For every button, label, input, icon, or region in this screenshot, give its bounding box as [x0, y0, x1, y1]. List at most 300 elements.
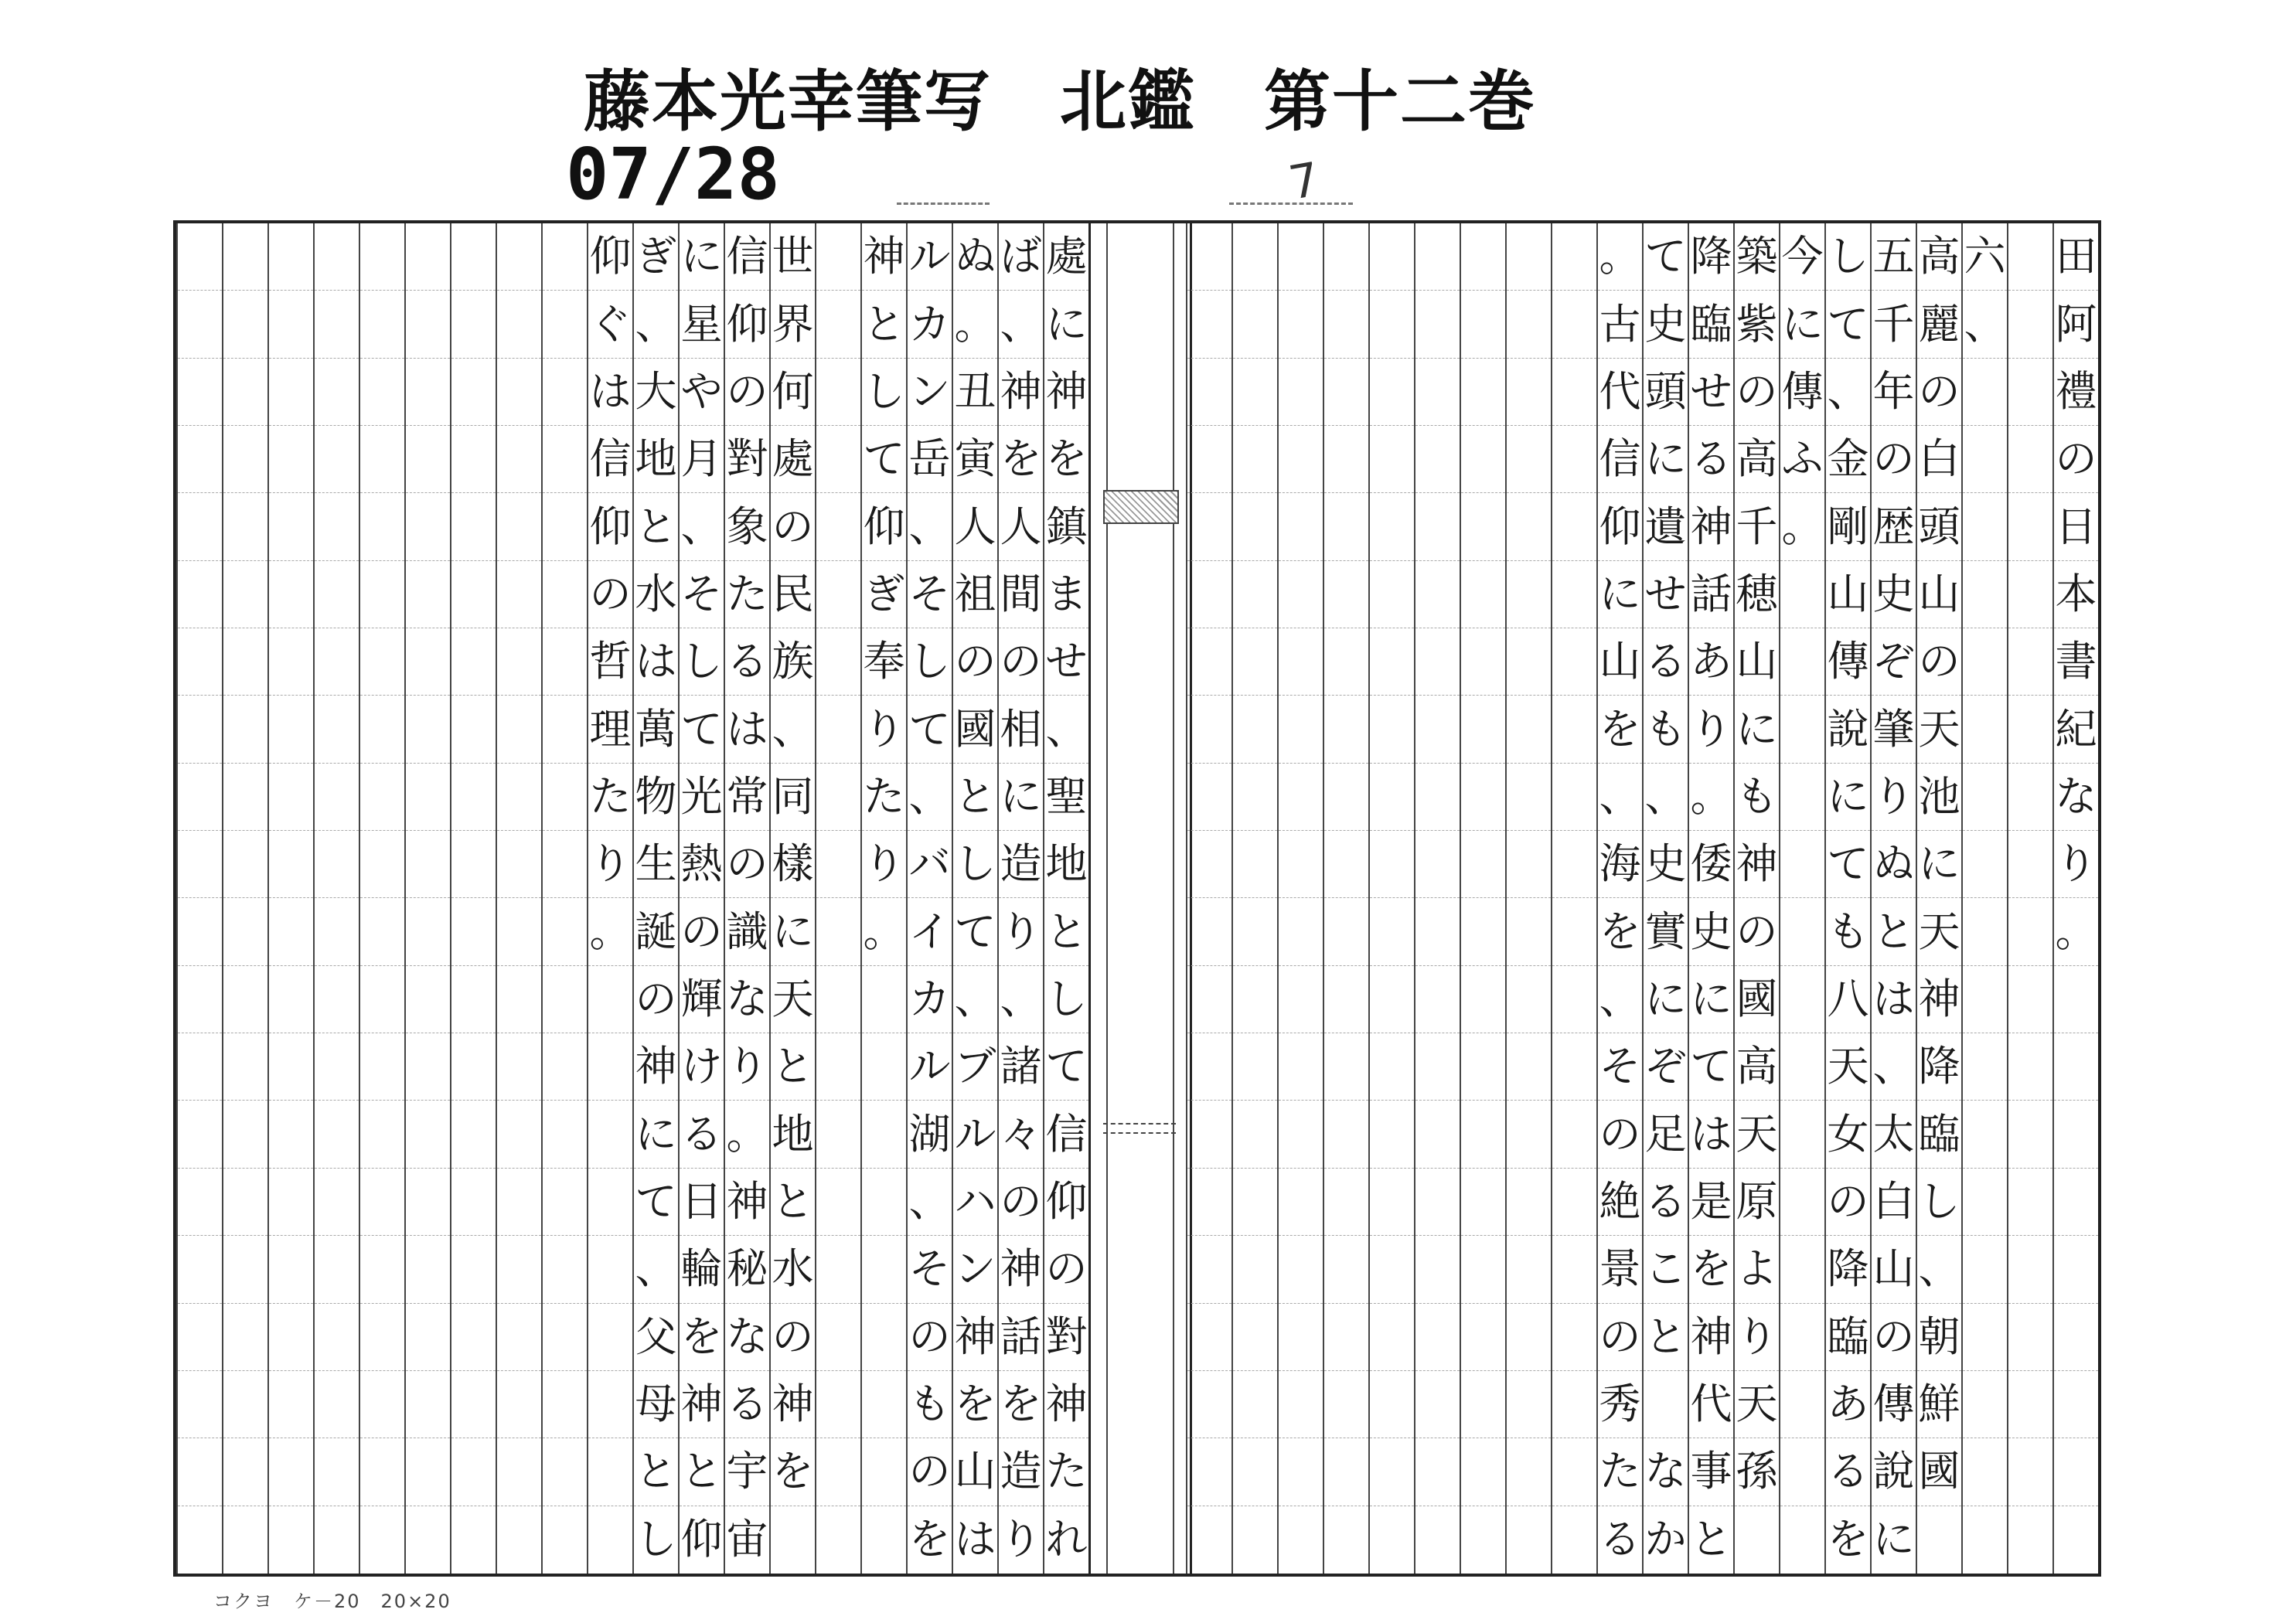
manuscript-cell: [451, 561, 496, 628]
manuscript-cell: て: [953, 898, 997, 965]
manuscript-cell: [269, 1506, 313, 1574]
manuscript-cell: ブ: [953, 1033, 997, 1101]
manuscript-cell: [816, 1304, 860, 1371]
manuscript-cell: [2054, 1101, 2098, 1168]
manuscript-cell: [1963, 493, 2007, 560]
manuscript-cell: [1279, 291, 1323, 358]
manuscript-cell: た: [1598, 1438, 1642, 1506]
manuscript-cell: せ: [1044, 628, 1088, 696]
manuscript-cell: [1324, 359, 1368, 426]
manuscript-cell: 聖: [1044, 764, 1088, 831]
right-page-column: [2007, 223, 2052, 1574]
manuscript-cell: と: [680, 1438, 724, 1506]
manuscript-cell: [1233, 1506, 1277, 1574]
manuscript-cell: な: [725, 1304, 769, 1371]
manuscript-cell: [1415, 223, 1460, 291]
manuscript-cell: [1780, 1304, 1824, 1371]
manuscript-cell: の: [771, 1304, 815, 1371]
manuscript-cell: [1370, 561, 1414, 628]
manuscript-cell: [543, 1101, 587, 1168]
manuscript-cell: [543, 764, 587, 831]
manuscript-cell: [543, 628, 587, 696]
manuscript-cell: [1780, 966, 1824, 1033]
manuscript-cell: [1461, 1169, 1505, 1236]
manuscript-cell: [315, 696, 359, 763]
manuscript-cell: [1507, 1371, 1551, 1438]
manuscript-cell: [1552, 696, 1596, 763]
manuscript-cell: [543, 426, 587, 493]
manuscript-cell: [1370, 426, 1414, 493]
manuscript-cell: 孫: [1735, 1438, 1779, 1506]
manuscript-cell: [451, 1438, 496, 1506]
manuscript-cell: [1963, 359, 2007, 426]
manuscript-cell: 天: [771, 966, 815, 1033]
manuscript-cell: 同: [771, 764, 815, 831]
left-page-column: [541, 223, 587, 1574]
manuscript-cell: [1187, 1101, 1231, 1168]
manuscript-cell: [1461, 359, 1505, 426]
manuscript-cell: [1917, 1506, 1961, 1574]
manuscript-cell: [1415, 1506, 1460, 1574]
manuscript-cell: [269, 426, 313, 493]
manuscript-cell: 、: [999, 291, 1043, 358]
manuscript-cell: [1370, 291, 1414, 358]
manuscript-cell: ぞ: [1872, 628, 1916, 696]
manuscript-cell: 千: [1735, 493, 1779, 560]
manuscript-cell: [315, 764, 359, 831]
manuscript-cell: 傳: [1826, 628, 1870, 696]
manuscript-cell: [223, 898, 267, 965]
manuscript-cell: の: [908, 1438, 952, 1506]
manuscript-cell: [1187, 1236, 1231, 1303]
manuscript-cell: [406, 1101, 450, 1168]
manuscript-cell: [1187, 359, 1231, 426]
manuscript-cell: 間: [999, 561, 1043, 628]
manuscript-cell: [1415, 1169, 1460, 1236]
left-page-column: [632, 223, 678, 1574]
manuscript-cell: [1507, 1236, 1551, 1303]
manuscript-cell: [497, 291, 541, 358]
manuscript-cell: [1187, 426, 1231, 493]
manuscript-cell: [406, 1506, 450, 1574]
manuscript-cell: [451, 966, 496, 1033]
manuscript-cell: [1461, 831, 1505, 898]
manuscript-cell: [1187, 764, 1231, 831]
manuscript-cell: [451, 1169, 496, 1236]
manuscript-cell: [1233, 223, 1277, 291]
manuscript-cell: 造: [999, 1438, 1043, 1506]
manuscript-cell: に: [771, 898, 815, 965]
manuscript-cell: [1963, 1101, 2007, 1168]
manuscript-cell: [816, 831, 860, 898]
manuscript-cell: て: [1644, 223, 1688, 291]
manuscript-cell: [451, 764, 496, 831]
manuscript-cell: [269, 223, 313, 291]
manuscript-cell: [1324, 223, 1368, 291]
manuscript-cell: [269, 1033, 313, 1101]
manuscript-cell: [1415, 1033, 1460, 1101]
manuscript-cell: 誕: [634, 898, 678, 965]
manuscript-cell: [1370, 966, 1414, 1033]
manuscript-cell: [178, 1304, 222, 1371]
manuscript-cell: [1461, 1304, 1505, 1371]
manuscript-cell: [816, 898, 860, 965]
manuscript-cell: に: [1644, 426, 1688, 493]
page-title: 藤本光幸筆写 北鑑 第十二巻: [584, 63, 1536, 141]
right-page-column: [1688, 223, 1733, 1574]
manuscript-cell: [1324, 764, 1368, 831]
manuscript-cell: は: [954, 1515, 996, 1564]
manuscript-cell: [1324, 1371, 1368, 1438]
manuscript-cell: [406, 1236, 450, 1303]
manuscript-cell: [1370, 493, 1414, 560]
manuscript-cell: [1963, 426, 2007, 493]
manuscript-cell: [1233, 359, 1277, 426]
manuscript-cell: 、: [1872, 1033, 1916, 1101]
manuscript-cell: ン: [908, 359, 952, 426]
manuscript-cell: の: [1917, 359, 1961, 426]
manuscript-cell: [1415, 628, 1460, 696]
manuscript-cell: [451, 696, 496, 763]
manuscript-cell: [1507, 493, 1551, 560]
manuscript-cell: 常: [725, 764, 769, 831]
manuscript-cell: [1187, 1506, 1231, 1574]
manuscript-cell: [816, 359, 860, 426]
manuscript-cell: る: [680, 1101, 724, 1168]
manuscript-cell: 奉: [862, 628, 906, 696]
manuscript-cell: [1324, 1101, 1368, 1168]
manuscript-cell: 頭: [1644, 359, 1688, 426]
manuscript-cell: 丑: [953, 359, 997, 426]
manuscript-cell: [1963, 1169, 2007, 1236]
manuscript-cell: [1415, 359, 1460, 426]
manuscript-cell: 白: [1872, 1169, 1916, 1236]
manuscript-cell: し: [680, 628, 724, 696]
manuscript-cell: [406, 1371, 450, 1438]
manuscript-cell: 金: [1826, 426, 1870, 493]
manuscript-cell: [360, 561, 404, 628]
manuscript-cell: [1963, 1438, 2007, 1506]
manuscript-cell: の: [1917, 628, 1961, 696]
manuscript-cell: 、: [1598, 966, 1642, 1033]
manuscript-cell: と: [862, 291, 906, 358]
manuscript-cell: 神: [1044, 1371, 1088, 1438]
manuscript-cell: も: [1644, 696, 1688, 763]
manuscript-cell: 象: [725, 493, 769, 560]
manuscript-cell: [1780, 561, 1824, 628]
manuscript-cell: の: [1826, 1169, 1870, 1236]
manuscript-cell: 仰: [588, 223, 632, 291]
manuscript-cell: 神: [771, 1371, 815, 1438]
manuscript-cell: り: [1000, 1515, 1042, 1564]
manuscript-cell: 、: [1044, 696, 1088, 763]
left-page-column: [997, 223, 1043, 1574]
manuscript-cell: 是: [1689, 1169, 1733, 1236]
manuscript-cell: [816, 1236, 860, 1303]
manuscript-cell: [543, 561, 587, 628]
manuscript-cell: 阿: [2054, 291, 2098, 358]
manuscript-cell: [269, 493, 313, 560]
manuscript-cell: [1552, 1169, 1596, 1236]
manuscript-cell: を: [1598, 898, 1642, 965]
manuscript-cell: [1461, 561, 1505, 628]
manuscript-cell: せ: [1689, 359, 1733, 426]
manuscript-cell: [1324, 1169, 1368, 1236]
manuscript-cell: 生: [634, 831, 678, 898]
manuscript-cell: [1415, 696, 1460, 763]
manuscript-cell: 樣: [771, 831, 815, 898]
manuscript-cell: 仰: [1044, 1169, 1088, 1236]
manuscript-cell: は: [1872, 966, 1916, 1033]
manuscript-cell: [2054, 966, 2098, 1033]
manuscript-cell: [451, 1236, 496, 1303]
manuscript-cell: バ: [908, 831, 952, 898]
manuscript-cell: [1415, 1371, 1460, 1438]
manuscript-cell: [223, 291, 267, 358]
manuscript-cell: [1507, 898, 1551, 965]
manuscript-cell: [1233, 1169, 1277, 1236]
manuscript-cell: 識: [725, 898, 769, 965]
manuscript-cell: [1415, 831, 1460, 898]
manuscript-cell: [315, 1438, 359, 1506]
manuscript-cell: 祖: [953, 561, 997, 628]
manuscript-cell: [816, 1371, 860, 1438]
manuscript-cell: [451, 359, 496, 426]
manuscript-cell: [360, 1304, 404, 1371]
right-page-column: [1277, 223, 1323, 1574]
manuscript-cell: [178, 1438, 222, 1506]
manuscript-cell: り: [1689, 696, 1733, 763]
manuscript-cell: [543, 696, 587, 763]
manuscript-cell: [1461, 1033, 1505, 1101]
manuscript-cell: [1233, 1101, 1277, 1168]
manuscript-cell: [1233, 426, 1277, 493]
manuscript-cell: 築: [1735, 223, 1779, 291]
manuscript-cell: を: [999, 1371, 1043, 1438]
manuscript-cell: 史: [1644, 291, 1688, 358]
manuscript-cell: [543, 1169, 587, 1236]
manuscript-cell: [588, 966, 632, 1033]
manuscript-cell: [269, 764, 313, 831]
manuscript-cell: [1370, 1506, 1414, 1574]
manuscript-cell: [1324, 426, 1368, 493]
manuscript-cell: [451, 628, 496, 696]
manuscript-cell: [223, 628, 267, 696]
manuscript-cell: [1279, 223, 1323, 291]
manuscript-cell: [588, 1101, 632, 1168]
manuscript-cell: [862, 1506, 906, 1574]
manuscript-cell: を: [1598, 696, 1642, 763]
manuscript-cell: の: [1598, 1101, 1642, 1168]
manuscript-cell: せ: [1644, 561, 1688, 628]
manuscript-cell: 景: [1598, 1236, 1642, 1303]
manuscript-cell: を: [1827, 1515, 1869, 1564]
manuscript-cell: [862, 1033, 906, 1101]
manuscript-cell: [1370, 1236, 1414, 1303]
manuscript-cell: 倭: [1689, 831, 1733, 898]
manuscript-cell: [406, 1169, 450, 1236]
manuscript-cell: [223, 696, 267, 763]
manuscript-cell: [360, 628, 404, 696]
manuscript-cell: [497, 1304, 541, 1371]
manuscript-cell: 湖: [908, 1101, 952, 1168]
manuscript-cell: あ: [1826, 1371, 1870, 1438]
right-page-column: [1824, 223, 1870, 1574]
manuscript-cell: [406, 561, 450, 628]
manuscript-cell: 神: [999, 1236, 1043, 1303]
manuscript-cell: て: [1044, 1033, 1088, 1101]
manuscript-cell: [1233, 291, 1277, 358]
manuscript-cell: を: [680, 1304, 724, 1371]
manuscript-cell: [1370, 223, 1414, 291]
manuscript-cell: [360, 1101, 404, 1168]
manuscript-cell: [1415, 561, 1460, 628]
manuscript-cell: [451, 291, 496, 358]
manuscript-cell: [223, 966, 267, 1033]
manuscript-cell: 、: [771, 696, 815, 763]
manuscript-cell: [360, 1438, 404, 1506]
manuscript-cell: ぬ: [953, 223, 997, 291]
manuscript-cell: [1415, 291, 1460, 358]
manuscript-cell: [178, 561, 222, 628]
manuscript-cell: 。: [2054, 898, 2098, 965]
manuscript-cell: る: [1644, 628, 1688, 696]
manuscript-cell: る: [1689, 426, 1733, 493]
manuscript-cell: [269, 291, 313, 358]
manuscript-cell: 。: [1598, 223, 1642, 291]
manuscript-cell: [1370, 1033, 1414, 1101]
manuscript-cell: 降: [1917, 1033, 1961, 1101]
manuscript-cell: 萬: [634, 696, 678, 763]
manuscript-cell: [269, 628, 313, 696]
manuscript-cell: [1507, 1304, 1551, 1371]
manuscript-cell: [178, 1506, 222, 1574]
manuscript-cell: [315, 1236, 359, 1303]
manuscript-cell: 物: [634, 764, 678, 831]
manuscript-cell: 、: [908, 493, 952, 560]
manuscript-cell: 史: [1689, 898, 1733, 965]
manuscript-cell: 神: [953, 1304, 997, 1371]
manuscript-cell: [1279, 696, 1323, 763]
manuscript-cell: [451, 831, 496, 898]
manuscript-cell: 理: [588, 696, 632, 763]
manuscript-cell: 仰: [588, 493, 632, 560]
manuscript-cell: [1780, 1506, 1824, 1574]
manuscript-cell: 臨: [1917, 1101, 1961, 1168]
manuscript-cell: 地: [771, 1101, 815, 1168]
manuscript-cell: 界: [771, 291, 815, 358]
manuscript-cell: [816, 223, 860, 291]
manuscript-cell: [1415, 1438, 1460, 1506]
manuscript-cell: [360, 426, 404, 493]
manuscript-cell: [497, 966, 541, 1033]
manuscript-cell: [2008, 291, 2052, 358]
right-page-column: [1323, 223, 1368, 1574]
manuscript-cell: か: [1644, 1515, 1687, 1564]
manuscript-cell: [451, 223, 496, 291]
manuscript-cell: 女: [1826, 1101, 1870, 1168]
manuscript-cell: 水: [771, 1236, 815, 1303]
manuscript-cell: 對: [1044, 1304, 1088, 1371]
manuscript-cell: [2008, 1169, 2052, 1236]
manuscript-cell: [1507, 561, 1551, 628]
manuscript-cell: 山: [953, 1438, 997, 1506]
manuscript-cell: 千: [1872, 291, 1916, 358]
manuscript-cell: [543, 1371, 587, 1438]
manuscript-cell: [1507, 966, 1551, 1033]
manuscript-cell: [269, 966, 313, 1033]
manuscript-cell: [1780, 1438, 1824, 1506]
manuscript-cell: [1552, 1236, 1596, 1303]
manuscript-cell: [816, 1506, 860, 1574]
manuscript-cell: [1461, 1438, 1505, 1506]
manuscript-cell: [1552, 426, 1596, 493]
manuscript-cell: [543, 223, 587, 291]
left-page-column: [860, 223, 906, 1574]
manuscript-cell: し: [635, 1515, 677, 1564]
manuscript-cell: [1233, 628, 1277, 696]
manuscript-cell: り: [1872, 764, 1916, 831]
manuscript-cell: [1187, 966, 1231, 1033]
manuscript-cell: と: [1872, 898, 1916, 965]
manuscript-cell: [178, 1236, 222, 1303]
manuscript-cell: と: [771, 1169, 815, 1236]
manuscript-cell: [269, 359, 313, 426]
manuscript-cell: [1507, 359, 1551, 426]
manuscript-cell: 臨: [1689, 291, 1733, 358]
manuscript-cell: [178, 426, 222, 493]
manuscript-cell: 哲: [588, 628, 632, 696]
manuscript-cell: [360, 696, 404, 763]
manuscript-cell: 山: [1917, 561, 1961, 628]
manuscript-cell: 日: [2054, 493, 2098, 560]
manuscript-cell: [451, 898, 496, 965]
manuscript-cell: [497, 831, 541, 898]
manuscript-cell: 諸: [999, 1033, 1043, 1101]
manuscript-cell: [1187, 1371, 1231, 1438]
right-page-column: [1505, 223, 1551, 1574]
manuscript-cell: [2008, 1438, 2052, 1506]
manuscript-cell: [315, 561, 359, 628]
manuscript-cell: の: [1735, 898, 1779, 965]
manuscript-cell: あ: [1689, 628, 1733, 696]
manuscript-cell: [2008, 1236, 2052, 1303]
manuscript-cell: [269, 1371, 313, 1438]
manuscript-cell: [1415, 1101, 1460, 1168]
manuscript-cell: 、: [1598, 764, 1642, 831]
manuscript-cell: [269, 898, 313, 965]
manuscript-sheet: [173, 220, 2101, 1577]
manuscript-cell: [1415, 898, 1460, 965]
manuscript-cell: [1279, 1371, 1323, 1438]
manuscript-cell: [406, 696, 450, 763]
manuscript-cell: 輝: [680, 966, 724, 1033]
manuscript-cell: そ: [908, 561, 952, 628]
manuscript-cell: そ: [680, 561, 724, 628]
manuscript-cell: 父: [634, 1304, 678, 1371]
manuscript-cell: [543, 966, 587, 1033]
manuscript-cell: た: [588, 764, 632, 831]
manuscript-cell: の: [725, 359, 769, 426]
right-page-column: [1596, 223, 1642, 1574]
manuscript-cell: 紫: [1735, 291, 1779, 358]
manuscript-cell: 朝: [1917, 1304, 1961, 1371]
manuscript-cell: [1370, 1438, 1414, 1506]
manuscript-cell: [1507, 1101, 1551, 1168]
manuscript-cell: [451, 1304, 496, 1371]
manuscript-cell: [1461, 493, 1505, 560]
manuscript-cell: [315, 831, 359, 898]
